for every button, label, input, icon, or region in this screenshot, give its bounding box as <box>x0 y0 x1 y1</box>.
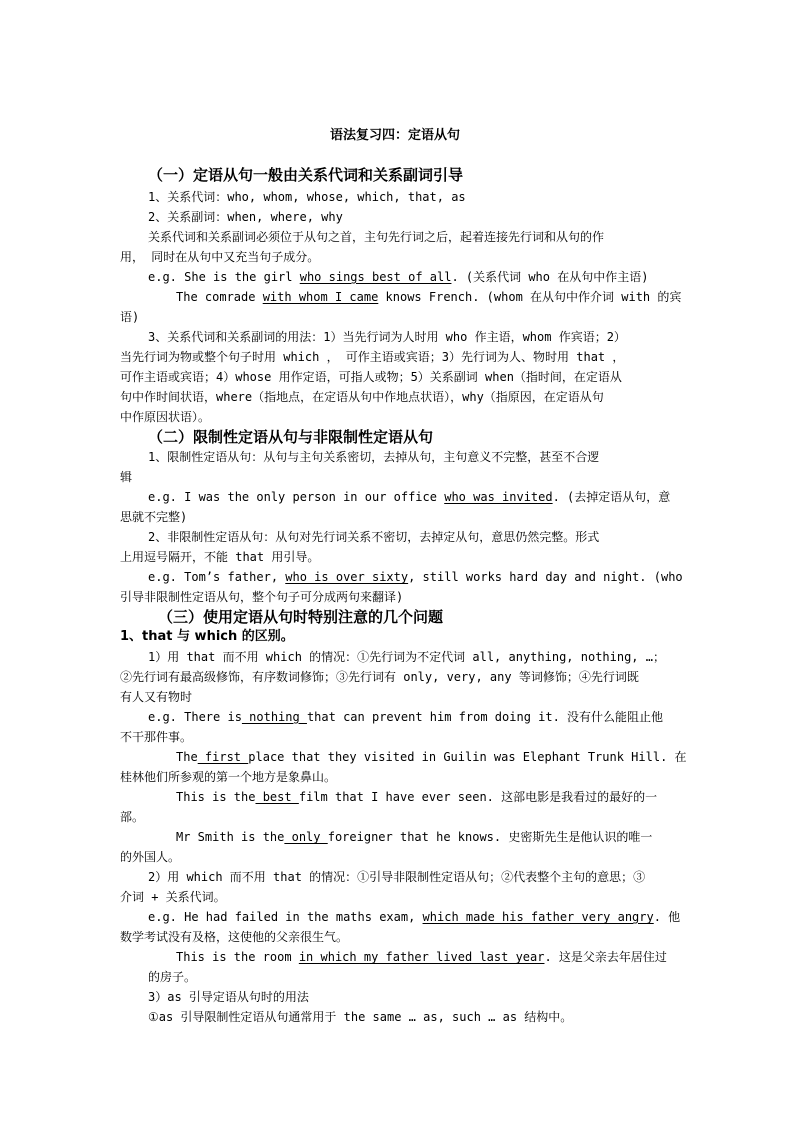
paragraph: 思就不完整) <box>120 510 188 524</box>
example-sentence: The comrade with whom I came knows French. (whom 在从句中作介词 with 的宾 <box>176 290 682 304</box>
paragraph: 有人又有物时 <box>120 690 193 704</box>
section-heading-3: （三）使用定语从句时特别注意的几个问题 <box>158 608 444 626</box>
example-sentence: Mr Smith is the only foreigner that he knows. 史密斯先生是他认识的唯一 <box>176 830 653 844</box>
paragraph: 3）as 引导定语从句时的用法 <box>148 990 309 1004</box>
underlined-clause: who is over sixty <box>285 570 409 584</box>
paragraph: 的外国人。 <box>120 850 181 864</box>
paragraph: 句中作时间状语，where（指地点，在定语从句中作地点状语），why（指原因，在定语从句 <box>120 390 604 404</box>
paragraph: 上用逗号隔开，不能 that 用引导。 <box>120 550 320 564</box>
paragraph: 可作主语或宾语；4）whose 用作定语，可指人或物；5）关系副词 when（指时间，在定语从 <box>120 370 622 384</box>
underlined-clause: who was invited <box>444 490 553 504</box>
paragraph: 3、关系代词和关系副词的用法：1）当先行词为人时用 who 作主语，whom 作宾语；2） <box>148 330 626 344</box>
underlined-clause: in which my father lived last year <box>298 950 545 964</box>
paragraph: 关系代词和关系副词必须位于从句之首，主句先行词之后，起着连接先行词和从句的作 <box>148 230 605 244</box>
example-sentence: The first place that they visited in Guilin was Elephant Trunk Hill. 在 <box>176 750 687 764</box>
subsection-heading: 1、that 与 which 的区别。 <box>120 629 294 644</box>
paragraph: 2、非限制性定语从句：从句对先行词关系不密切，去掉定从句，意思仍然完整。形式 <box>148 530 600 544</box>
underlined-clause: which made his father very angry <box>422 910 654 924</box>
paragraph: 语) <box>120 310 140 324</box>
example-sentence: This is the room in which my father lived last year. 这是父亲去年居住过 <box>176 950 667 964</box>
paragraph: 数学考试没有及格，这使他的父亲很生气。 <box>120 930 349 944</box>
paragraph: 2）用 which 而不用 that 的情况：①引导非限制性定语从句；②代表整个主句的意思；③ <box>148 870 646 884</box>
example-sentence: e.g. He had failed in the maths exam, which made his father very angry. 他 <box>148 910 681 924</box>
underlined-word: only <box>284 830 328 844</box>
section-heading-2: （二）限制性定语从句与非限制性定语从句 <box>148 428 434 446</box>
underlined-word: best <box>255 790 299 804</box>
underlined-clause: with whom I came <box>262 290 379 304</box>
paragraph: 的房子。 <box>148 970 197 984</box>
paragraph: 不干那件事。 <box>120 730 193 744</box>
underlined-word: nothing <box>241 710 307 724</box>
underlined-clause: who sings best of all <box>299 270 452 284</box>
paragraph: 辑 <box>120 470 133 484</box>
underlined-word: first <box>197 750 249 764</box>
example-sentence: e.g. Tom’s father, who is over sixty, still works hard day and night. (who <box>148 570 683 584</box>
paragraph: 1）用 that 而不用 which 的情况：①先行词为不定代词 all, anything, nothing, …； <box>148 650 665 664</box>
example-sentence: This is the best film that I have ever seen. 这部电影是我看过的最好的一 <box>176 790 658 804</box>
page-title: 语法复习四：定语从句 <box>330 128 461 143</box>
paragraph: 1、限制性定语从句：从句与主句关系密切，去掉从句，主句意义不完整，甚至不合逻 <box>148 450 600 464</box>
example-sentence: e.g. I was the only person in our office who was invited. (去掉定语从句，意 <box>148 490 671 504</box>
paragraph: ①as 引导限制性定语从句通常用于 the same … as, such … as 结构中。 <box>148 1010 573 1024</box>
section-heading-1: （一）定语从句一般由关系代词和关系副词引导 <box>148 166 464 184</box>
paragraph: 桂林他们所参观的第一个地方是象鼻山。 <box>120 770 337 784</box>
paragraph: ②先行词有最高级修饰，有序数词修饰；③先行词有 only, very, any 等词修饰；④先行词既 <box>120 670 639 684</box>
example-sentence: e.g. She is the girl who sings best of all. (关系代词 who 在从句中作主语) <box>148 270 649 284</box>
paragraph: 中作原因状语）。 <box>120 410 211 424</box>
paragraph: 引导非限制性定语从句，整个句子可分成两句来翻译) <box>120 590 404 604</box>
paragraph: 用， 同时在从句中又充当句子成分。 <box>120 250 320 264</box>
paragraph: 介词 + 关系代词。 <box>120 890 226 904</box>
paragraph: 部。 <box>120 810 145 824</box>
paragraph: 2、关系副词：when, where, why <box>148 210 343 224</box>
example-sentence: e.g. There is nothing that can prevent him from doing it. 没有什么能阻止他 <box>148 710 664 724</box>
paragraph: 当先行词为物或整个句子时用 which ， 可作主语或宾语；3）先行词为人、物时用 that ， <box>120 350 625 364</box>
paragraph: 1、关系代词：who, whom, whose, which, that, as <box>148 190 466 204</box>
